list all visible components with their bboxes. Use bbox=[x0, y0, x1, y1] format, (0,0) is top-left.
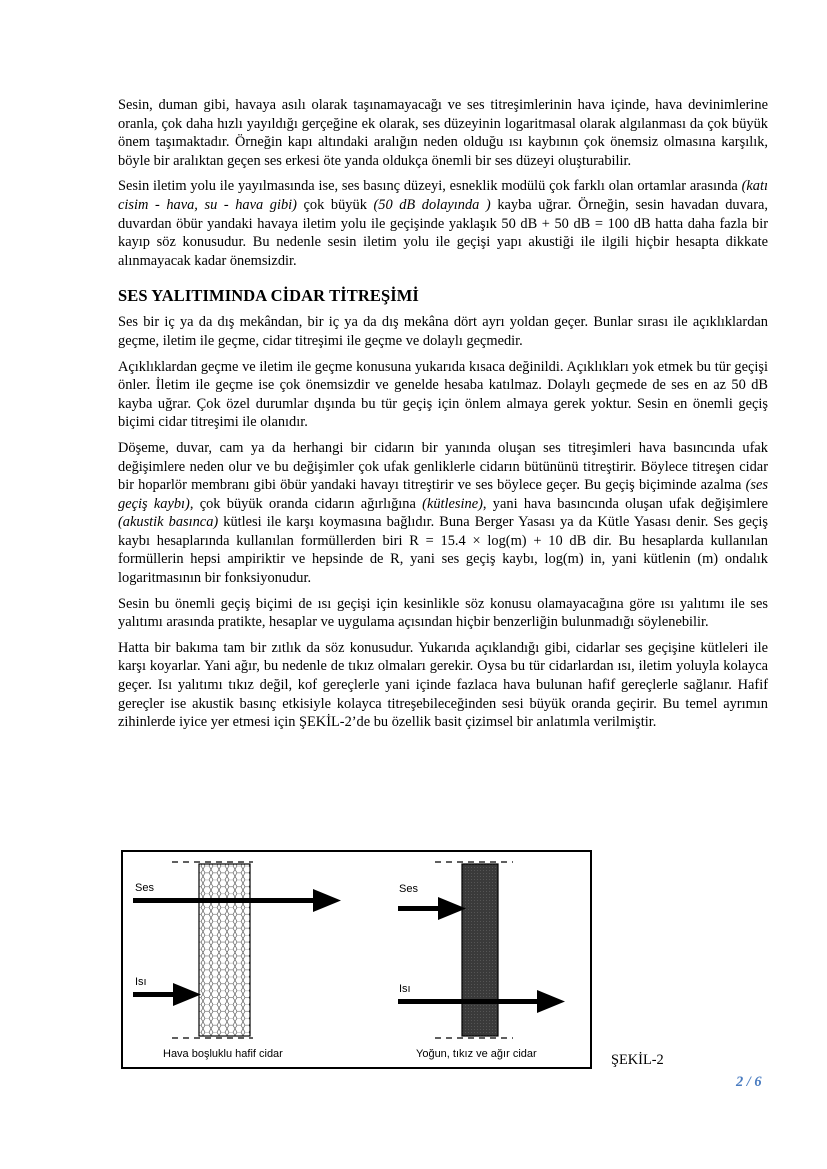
dense-wall bbox=[462, 864, 498, 1036]
document-body bbox=[118, 96, 768, 739]
section-heading: SES YALITIMINDA CİDAR TİTREŞİMİ bbox=[118, 286, 419, 306]
caption-left: Hava boşluklu hafif cidar bbox=[163, 1048, 283, 1060]
paragraph-5 bbox=[118, 439, 768, 588]
paragraph-6: Sesin bu önemli geçiş biçimi de ısı geçişi için kesinlikle söz konusu olamayacağına göre ısı yalıtımı ile ses yalıtımı arasında pratikte, hesaplar ve uygulama açısından hiçbir benzerliğin bulunmadığı söylenebilir. bbox=[118, 595, 768, 631]
paragraph-5-italic-3: (akustik basınca) bbox=[118, 514, 219, 531]
paragraph-5-part-a: Döşeme, duvar, cam ya da herhangi bir cidarın bir yanında oluşan ses titreşimleri hava basıncında ufak değişimlere neden olur ve bu değişimler çok ufak genliklerle cidarın bütününü titreştirir. Böylece titreşen cidar bir hoparlör membranı gibi öbür yandaki havayı titreştirir ve ses böylece geçer. Bu geçiş biçiminde azalma bbox=[118, 439, 768, 494]
page-number: 2 / 6 bbox=[736, 1074, 762, 1090]
paragraph-2-part-b: çok büyük bbox=[296, 196, 374, 213]
paragraph-2-part-c: kayba uğrar. Örneğin, sesin havadan duvara, duvardan öbür yandaki havaya iletim yolu ile geçişinde yaklaşık 50 dB + 50 dB = 100 dB hatta daha fazla bir kayıp söz konusudur. Bu nedenle sesin iletim yolu ile geçişi yapı akustiği ile ilgili hiçbir hesapta dikkate alınmayacak kadar önemsizdir. bbox=[118, 196, 768, 269]
paragraph-2-italic-1: (katı cisim - hava, su - hava gibi) bbox=[118, 178, 768, 213]
paragraph-2 bbox=[118, 177, 768, 270]
paragraph-3: Ses bir iç ya da dış mekândan, bir iç ya da dış mekâna dört ayrı yoldan geçer. Bunlar sırası ile açıklıklardan geçme, iletim ile geçme, cidar titreşimi ile geçme ve dolaylı geçmedir. bbox=[118, 314, 768, 349]
paragraph-1: Sesin, duman gibi, havaya asılı olarak taşınamayacağı ve ses titreşimlerinin hava içinde, hava devinimlerine oranla, çok daha hızlı yayıldığı gerçeğine ek olarak, ses düzeyinin logaritmasal olarak algılanması da çok büyük önem taşımaktadır. Örneğin kapı altındaki aralığın neden olduğu ısı kaybının çok önemsiz olmasına karşılık, böyle bir aralıktan geçen ses erkesi öte yanda oldukça önemli bir ses düzeyi oluşturabilir. bbox=[118, 97, 768, 169]
ses-label-right: Ses bbox=[399, 883, 418, 895]
paragraph-5-part-d: kütlesi ile karşı koymasına bağlıdır. Buna Berger Yasası ya da Kütle Yasası denir. Ses geçiş kaybı hesaplarında kullanılan formüllerden biri R = 15.4 × log(m) + 10 dB dir. Bu hesaplarda kullanılan formüllerin hepsi ampiriktir ve hepsinde de R, yani ses geçiş kaybı, log(m) in, yani kütlenin (m) ondalık logaritmasının bir fonksiyonudur. bbox=[118, 514, 768, 587]
paragraph-2-italic-2: (50 dB dolayında ) bbox=[373, 196, 491, 213]
ses-label-left: Ses bbox=[135, 882, 154, 894]
paragraph-2-part-a: Sesin iletim yolu ile yayılmasında ise, ses basınç düzeyi, esneklik modülü çok farklı olan ortamlar arasında bbox=[118, 178, 742, 195]
right-panel bbox=[398, 862, 565, 1060]
light-wall bbox=[199, 864, 250, 1036]
paragraph-4: Açıklıklardan geçme ve iletim ile geçme konusuna yukarıda kısaca değinildi. Açıklıkları yok etmek bu tür geçişi önler. İletim ile geçme ise çok önemsizdir ve genelde hesaba katılmaz. Dolaylı geçmede de ses en az 50 dB kayba uğrar. Çok özel durumlar dışında bu tür geçiş için önlem almaya gerek yoktur. Sesin en önemli geçiş biçimi cidar titreşimi ile olanıdır. bbox=[118, 358, 768, 431]
left-panel bbox=[133, 862, 341, 1060]
figure-label: ŞEKİL-2 bbox=[611, 1052, 664, 1068]
ses-arrow-right bbox=[398, 897, 466, 920]
paragraph-5-part-b: , çok büyük oranda cidarın ağırlığına bbox=[189, 495, 423, 512]
figure-2 bbox=[121, 850, 592, 1069]
isi-label-right: Isı bbox=[399, 983, 411, 995]
paragraph-5-italic-2: (kütlesine) bbox=[422, 495, 483, 512]
paragraph-5-italic-1: (ses geçiş kaybı) bbox=[118, 477, 768, 512]
isi-label-left: Isı bbox=[135, 976, 147, 988]
caption-right: Yoğun, tıkız ve ağır cidar bbox=[416, 1048, 537, 1060]
paragraph-5-part-c: , yani hava basıncında oluşan ufak değişimlere bbox=[482, 495, 768, 512]
paragraph-7: Hatta bir bakıma tam bir zıtlık da söz konusudur. Yukarıda açıklandığı gibi, cidarlar ses geçişine kütleleri ile karşı koyarlar. Yani ağır, bu nedenle de tıkız olmaları gerekir. Oysa bu tür cidarlardan ısı, iletim yoluyla kolayca geçer. Isı yalıtımı tıkız değil, kof gereçlerle yani içinde fazlaca hava bulunan hafif gereçlerle sağlanır. Hafif gereçler ise akustik basınç etkisiyle kolayca titreşebileceğinden sesi büyük oranda geçirir. Bu temel ayrımın zihinlerde iyice yer etmesi için ŞEKİL-2’de bu özellik basit çizimsel bir anlatımla verilmiştir. bbox=[118, 639, 768, 731]
figure-2-drawing bbox=[123, 852, 590, 1067]
